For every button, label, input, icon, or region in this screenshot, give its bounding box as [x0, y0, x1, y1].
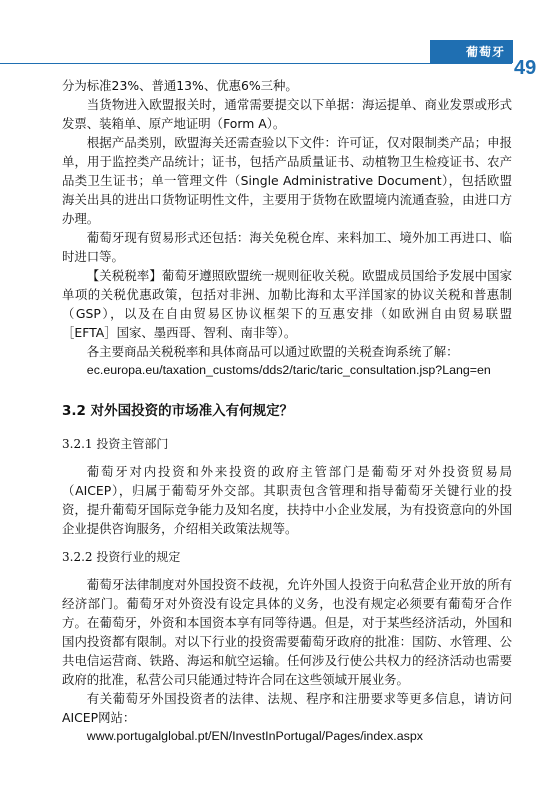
paragraph: 各主要商品关税税率和具体商品可以通过欧盟的关税查询系统了解：	[86, 344, 459, 359]
paragraph: 【关税税率】葡萄牙遵照欧盟统一规则征收关税。欧盟成员国给予发展中国家单项的关税优惠政策，包括对非洲、加勒比海和太平洋国家的协议关税和普惠制（GSP），以及在自由贸易区协议框架下的互惠安排（如欧洲自由贸易联盟［EFTA］国家、墨西哥、智利、南非等）。	[62, 268, 512, 340]
page-content	[62, 76, 512, 746]
paragraph: 葡萄牙对内投资和外来投资的政府主管部门是葡萄牙对外投资贸易局（AICEP），归属于葡萄牙外交部。其职责包含管理和指导葡萄牙关键行业的投资，提升葡萄牙国际竞争能力及知名度，扶持中小企业发展，为有投资意向的外国企业提供咨询服务，介绍相关政策法规等。	[62, 464, 512, 536]
chapter-tab-label: 葡萄牙	[465, 45, 505, 59]
paragraph: 葡萄牙法律制度对外国投资不歧视，允许外国人投资于向私营企业开放的所有经济部门。葡萄牙对外资没有设定具体的义务，也没有规定必须要有葡萄牙合作方。在葡萄牙，外资和本国资本享有同等待遇。但是，对于某些经济活动，外国和国内投资都有限制。对以下行业的投资需要葡萄牙政府的批准：国防、水管理、公共电信运营商、铁路、海运和航空运输。任何涉及行使公共权力的经济活动也需要政府的批准，私营公司只能通过特许合同在这些领域开展业务。	[62, 577, 512, 687]
page-number: 49	[514, 57, 537, 79]
paragraph: 分为标准23%、普通13%、优惠6%三种。	[62, 78, 298, 93]
paragraph: 当货物进入欧盟报关时，通常需要提交以下单据：海运提单、商业发票或形式发票、装箱单、原产地证明（Form A）。	[62, 97, 512, 131]
subsection-title: 3.2.2 投资行业的规定	[62, 550, 181, 564]
url-link[interactable]: www.portugalglobal.pt/EN/InvestInPortugal/Pages/index.aspx	[86, 729, 423, 743]
paragraph: 葡萄牙现有贸易形式还包括：海关免税仓库、来料加工、境外加工再进口、临时进口等。	[62, 230, 512, 264]
paragraph: 根据产品类别，欧盟海关还需查验以下文件：许可证，仅对限制类产品；申报单，用于监控类产品统计；证书，包括产品质量证书、动植物卫生检疫证书、农产品类卫生证书；单一管理文件（Single Administrative Document），包括欧盟海关出具的进出口货物证明性文件，主要用于货物在欧盟境内流通查验，由进口方办理。	[62, 135, 512, 226]
section-title: 3.2 对外国投资的市场准入有何规定？	[62, 403, 294, 419]
url-link[interactable]: ec.europa.eu/taxation_customs/dds2/taric/taric_consultation.jsp?Lang=en	[86, 363, 491, 377]
paragraph: 有关葡萄牙外国投资者的法律、法规、程序和注册要求等更多信息，请访问AICEP网站：	[62, 691, 512, 725]
header-rule	[0, 63, 512, 64]
subsection-title: 3.2.1 投资主管部门	[62, 437, 169, 451]
chapter-tab	[430, 40, 513, 63]
